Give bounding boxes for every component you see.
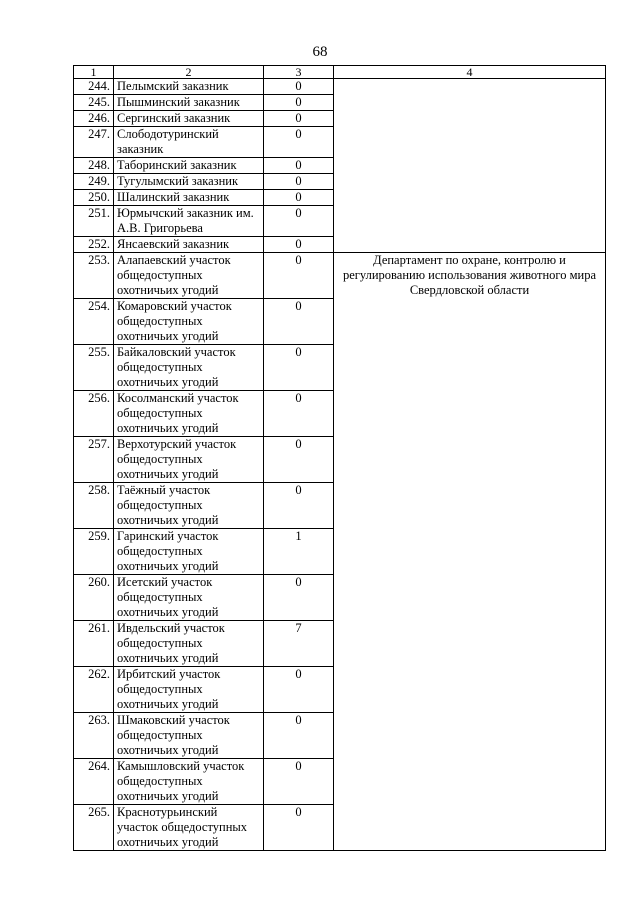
row-name: Юрмычский заказник им. А.В. Григорьева: [114, 206, 264, 237]
row-value: 0: [264, 713, 334, 759]
row-name: Алапаевский участок общедоступных охотничьих угодий: [114, 253, 264, 299]
page-number: 68: [312, 44, 328, 60]
agency-cell: [334, 253, 606, 851]
row-name: Комаровский участок общедоступных охотничьих угодий: [114, 299, 264, 345]
row-value: 0: [264, 190, 334, 206]
row-name: Шалинский заказник: [114, 190, 264, 206]
row-number: 253.: [74, 253, 114, 299]
row-value: 7: [264, 621, 334, 667]
row-name: Янсаевский заказник: [114, 237, 264, 253]
header-col-3: 3: [264, 66, 334, 79]
row-name: Таборинский заказник: [114, 158, 264, 174]
row-value: 0: [264, 158, 334, 174]
row-number: 246.: [74, 111, 114, 127]
row-value: 0: [264, 95, 334, 111]
row-number: 264.: [74, 759, 114, 805]
row-number: 263.: [74, 713, 114, 759]
row-number: 256.: [74, 391, 114, 437]
row-name: Камышловский участок общедоступных охотничьих угодий: [114, 759, 264, 805]
header-col-1: 1: [74, 66, 114, 79]
row-name: Краснотурьинский участок общедоступных охотничьих угодий: [114, 805, 264, 851]
row-number: 254.: [74, 299, 114, 345]
row-value: 0: [264, 667, 334, 713]
row-name: Исетский участок общедоступных охотничьих угодий: [114, 575, 264, 621]
row-number: 265.: [74, 805, 114, 851]
row-number: 262.: [74, 667, 114, 713]
row-name: Ирбитский участок общедоступных охотничьих угодий: [114, 667, 264, 713]
row-value: 0: [264, 79, 334, 95]
row-name: Верхотурский участок общедоступных охотничьих угодий: [114, 437, 264, 483]
row-name: Байкаловский участок общедоступных охотничьих угодий: [114, 345, 264, 391]
row-value: 0: [264, 483, 334, 529]
agency-cell-upper: [334, 79, 606, 253]
row-value: 0: [264, 345, 334, 391]
agency-text: Департамент по охране, контролю и регулированию использования животного мира Свердловской области: [342, 253, 596, 297]
row-value: 0: [264, 437, 334, 483]
row-name: Сергинский заказник: [114, 111, 264, 127]
row-name: Косолманский участок общедоступных охотничьих угодий: [114, 391, 264, 437]
row-number: 259.: [74, 529, 114, 575]
row-value: 0: [264, 299, 334, 345]
table-body: [74, 79, 606, 851]
table-row: [74, 253, 606, 299]
row-value: 0: [264, 237, 334, 253]
row-number: 251.: [74, 206, 114, 237]
row-number: 249.: [74, 174, 114, 190]
row-number: 255.: [74, 345, 114, 391]
table-row: [74, 79, 606, 95]
row-value: 1: [264, 529, 334, 575]
row-number: 250.: [74, 190, 114, 206]
row-value: 0: [264, 206, 334, 237]
row-value: 0: [264, 391, 334, 437]
row-number: 245.: [74, 95, 114, 111]
row-number: 247.: [74, 127, 114, 158]
row-value: 0: [264, 127, 334, 158]
row-value: 0: [264, 174, 334, 190]
row-name: Таёжный участок общедоступных охотничьих угодий: [114, 483, 264, 529]
row-number: 261.: [74, 621, 114, 667]
row-number: 257.: [74, 437, 114, 483]
row-number: 244.: [74, 79, 114, 95]
header-col-2: 2: [114, 66, 264, 79]
row-name: Гаринский участок общедоступных охотничьих угодий: [114, 529, 264, 575]
row-number: 260.: [74, 575, 114, 621]
header-col-4: 4: [334, 66, 606, 79]
row-value: 0: [264, 805, 334, 851]
header-row: [74, 66, 606, 79]
row-name: Шмаковский участок общедоступных охотничьих угодий: [114, 713, 264, 759]
row-name: Тугулымский заказник: [114, 174, 264, 190]
row-name: Слободотуринский заказник: [114, 127, 264, 158]
row-value: 0: [264, 253, 334, 299]
row-name: Пышминский заказник: [114, 95, 264, 111]
row-value: 0: [264, 111, 334, 127]
row-name: Пелымский заказник: [114, 79, 264, 95]
row-value: 0: [264, 759, 334, 805]
row-number: 258.: [74, 483, 114, 529]
row-number: 252.: [74, 237, 114, 253]
row-value: 0: [264, 575, 334, 621]
row-number: 248.: [74, 158, 114, 174]
reserves-table: [73, 65, 606, 851]
row-name: Ивдельский участок общедоступных охотничьих угодий: [114, 621, 264, 667]
